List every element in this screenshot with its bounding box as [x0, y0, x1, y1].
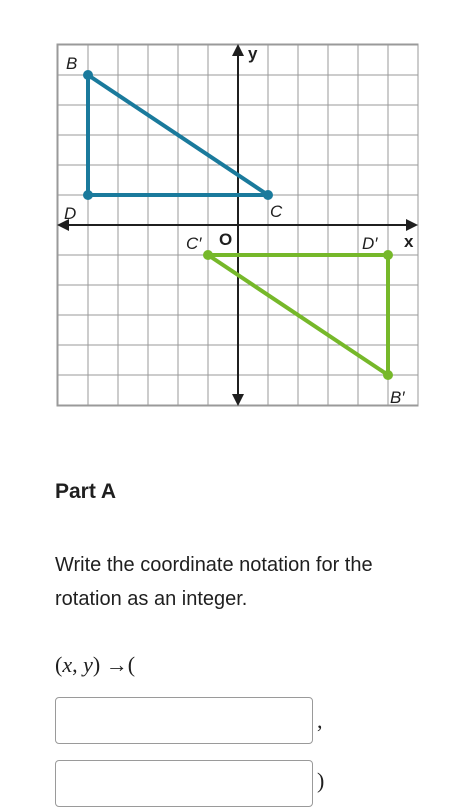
notation-x: x [62, 652, 73, 677]
vertex-label: B′ [390, 388, 405, 407]
x-axis-right-arrow-icon [406, 219, 418, 231]
answer-close-paren: ) [317, 768, 325, 793]
y-axis-label: y [248, 44, 258, 63]
origin-label: O [219, 230, 233, 249]
vertex-point [263, 190, 273, 200]
y-axis-up-arrow-icon [232, 44, 244, 56]
vertex-point [83, 190, 93, 200]
coordinate-notation [55, 652, 135, 678]
notation-comma: , [72, 652, 78, 677]
y-axis-down-arrow-icon [232, 394, 244, 406]
vertex-point [83, 70, 93, 80]
notation-arrow: →( [105, 652, 136, 677]
answer-y-input[interactable] [55, 760, 313, 807]
x-axis-label: x [404, 232, 414, 251]
vertex-label: C′ [186, 234, 202, 253]
answer-comma: , [317, 708, 323, 733]
vertex-point [203, 250, 213, 260]
part-title: Part A [55, 480, 117, 503]
answer-x-input[interactable] [55, 697, 313, 744]
axes [57, 44, 418, 406]
vertex-point [383, 250, 393, 260]
vertex-label: D [64, 204, 77, 223]
notation-y: y [83, 652, 93, 677]
vertex-label: C [270, 202, 283, 221]
question-text: Write the coordinate notation for the rotation as an integer. [55, 554, 373, 610]
vertex-point [383, 370, 393, 380]
notation-close-paren: ) [92, 652, 101, 677]
notation-open-paren: ( [55, 652, 63, 677]
vertex-label: B [66, 54, 78, 73]
vertex-label: D′ [362, 234, 378, 253]
